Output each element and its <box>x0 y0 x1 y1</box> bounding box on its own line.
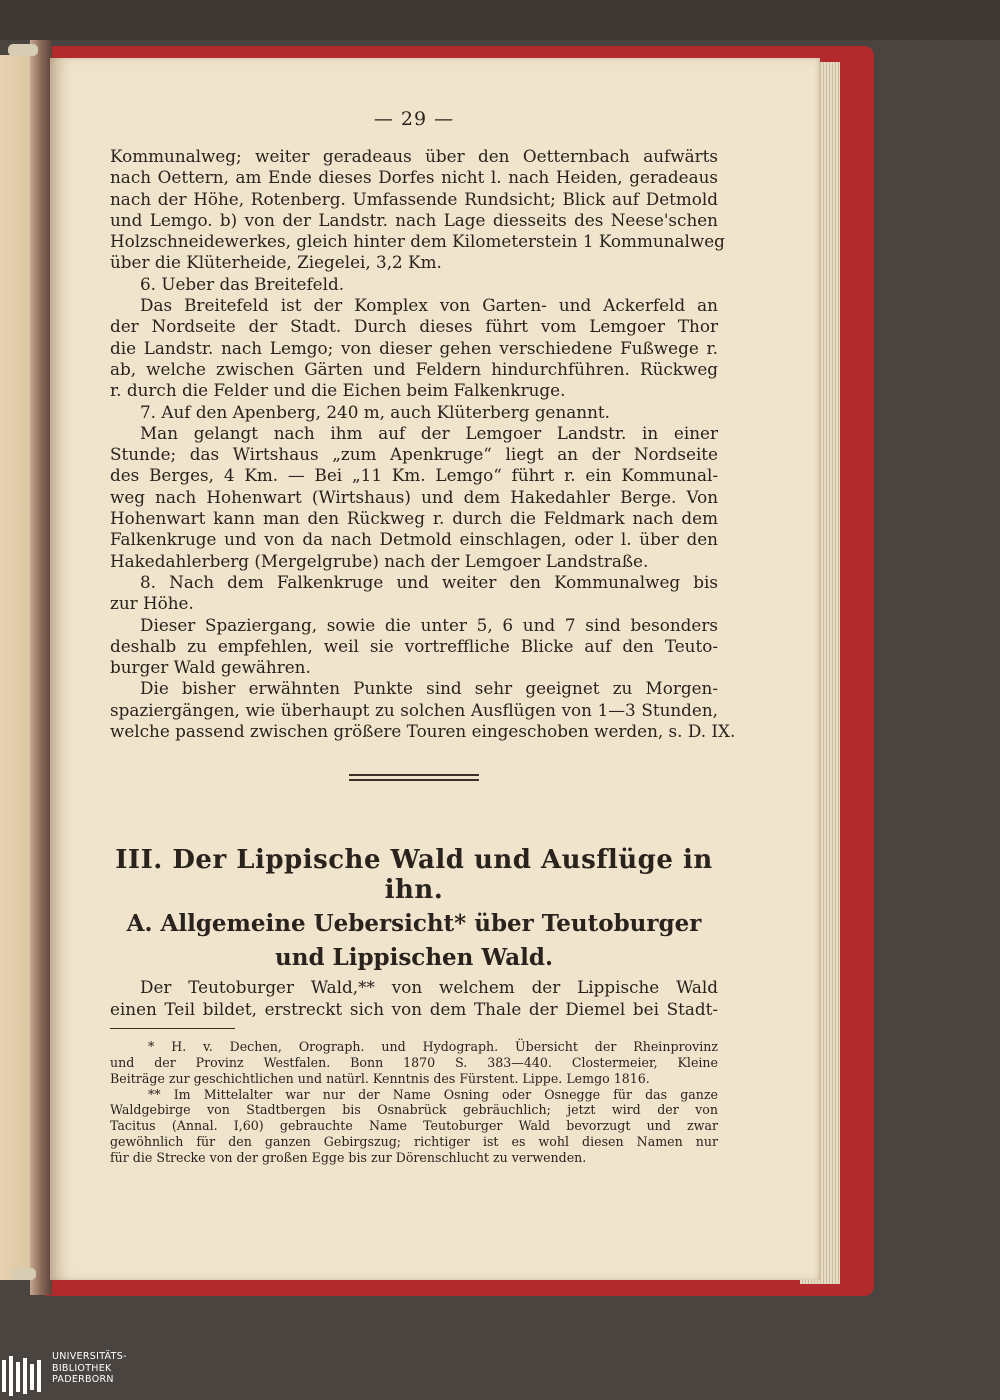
body-text-line: spaziergängen, wie überhaupt zu solchen Ausflügen von 1—3 Stunden, <box>110 699 718 720</box>
body-text-line: deshalb zu empfehlen, weil sie vortreffliche Blicke auf den Teuto- <box>110 635 718 656</box>
body-text-line: Man gelangt nach ihm auf der Lemgoer Landstr. in einer <box>140 422 718 443</box>
logo-line-2: BIBLIOTHEK <box>52 1362 112 1374</box>
footnote-line: für die Strecke von der großen Egge bis zur Dörenschlucht zu verwenden. <box>110 1150 587 1166</box>
body-text-line: Die bisher erwähnten Punkte sind sehr geeignet zu Morgen- <box>140 678 718 699</box>
body-text-line: Falkenkruge und von da nach Detmold einschlagen, oder l. über den <box>110 529 718 550</box>
body-text-line: 8. Nach dem Falkenkruge und weiter den Kommunalweg bis <box>140 571 718 592</box>
page-number: — 29 — <box>373 108 455 130</box>
body-text-line: Hohenwart kann man den Rückweg r. durch die Feldmark nach dem <box>110 508 718 529</box>
bookmark-ribbon-bottom <box>12 1268 36 1280</box>
footnotes <box>110 1039 718 1166</box>
body-text-line: Dieser Spaziergang, sowie die unter 5, 6 und 7 sind besonders <box>140 614 718 635</box>
body-text-line: die Landstr. nach Lemgo; von dieser gehen verschiedene Fußwege r. <box>110 337 718 358</box>
body-text-line: 7. Auf den Apenberg, 240 m, auch Klüterberg genannt. <box>140 401 610 422</box>
footnote-line: ** Im Mittelalter war nur der Name Osning oder Osnegge für das ganze <box>148 1086 718 1102</box>
section-heading-line-2: und Lippischen Wald. <box>275 944 553 972</box>
footnote-rule <box>110 1028 235 1029</box>
body-text-line: nach der Höhe, Rotenberg. Umfassende Rundsicht; Blick auf Detmold <box>110 188 718 209</box>
body-text-line: 6. Ueber das Breitefeld. <box>140 273 345 294</box>
body-text-line: ab, welche zwischen Gärten und Feldern hindurchführen. Rückweg <box>110 358 718 379</box>
library-logo-text <box>52 1351 127 1386</box>
chapter-heading: III. Der Lippische Wald und Ausflüge in ihn. <box>115 845 713 906</box>
footnote-line: und der Provinz Westfalen. Bonn 1870 S. 383—440. Clostermeier, Kleine <box>110 1054 718 1070</box>
body-text-line: Das Breitefeld ist der Komplex von Garten- und Ackerfeld an <box>140 295 718 316</box>
book-spine <box>30 40 52 1295</box>
scan-background-top <box>0 0 1000 40</box>
body-text-line: der Nordseite der Stadt. Durch dieses führt vom Lemgoer Thor <box>110 316 718 337</box>
footnote-line: * H. v. Dechen, Orograph. und Hydograph. Übersicht der Rheinprovinz <box>148 1038 718 1054</box>
body-text-line: Holzschneidewerkes, gleich hinter dem Kilometerstein 1 Kommunalweg <box>110 231 725 252</box>
body-text-line: zur Höhe. <box>110 593 194 614</box>
body-text-line: r. durch die Felder und die Eichen beim Falkenkruge. <box>110 380 566 401</box>
body-text-line: nach Oettern, am Ende dieses Dorfes nicht l. nach Heiden, geradeaus <box>110 167 718 188</box>
book-page <box>50 58 820 1280</box>
body-text-line: Kommunalweg; weiter geradeaus über den Oetternbach aufwärts <box>110 146 718 166</box>
body-text-line: burger Wald gewähren. <box>110 657 311 678</box>
library-logo-icon <box>0 1354 46 1400</box>
body-text-line: welche passend zwischen größere Touren eingeschoben werden, s. D. IX. <box>110 721 736 742</box>
library-logo <box>0 1346 150 1400</box>
body-text-line: über die Klüterheide, Ziegelei, 3,2 Km. <box>110 252 442 273</box>
body-text-line: und Lemgo. b) von der Landstr. nach Lage diesseits des Neese'schen <box>110 209 718 230</box>
section-text <box>110 977 718 1020</box>
footnote-line: Tacitus (Annal. I,60) gebrauchte Name Teutoburger Wald bevorzugt und zwar <box>110 1118 718 1134</box>
logo-line-1: UNIVERSITÄTS- <box>52 1351 127 1362</box>
body-text-line: des Berges, 4 Km. — Bei „11 Km. Lemgo“ führt r. ein Kommunal- <box>110 465 718 486</box>
logo-line-3: PADERBORN <box>52 1374 114 1385</box>
section-heading-line-1: A. Allgemeine Uebersicht* über Teutoburger <box>126 910 702 938</box>
footnote-line: Beiträge zur geschichtlichen und natürl. Kenntnis des Fürstent. Lippe. Lemgo 1816. <box>110 1070 650 1086</box>
body-text-line: weg nach Hohenwart (Wirtshaus) und dem Hakedahler Berge. Von <box>110 486 718 507</box>
page-content <box>110 108 736 1166</box>
bookmark-ribbon-top <box>8 44 38 56</box>
footnote-line: Waldgebirge von Stadtbergen bis Osnabrück gebräuchlich; jetzt wird der von <box>110 1102 718 1118</box>
body-text-line: Stunde; das Wirtshaus „zum Apenkruge“ liegt an der Nordseite <box>110 444 718 465</box>
body-text <box>110 146 736 742</box>
footnote-line: gewöhnlich für den ganzen Gebirgszug; richtiger ist es wohl diesen Namen nur <box>110 1134 718 1150</box>
section-text-line: Der Teutoburger Wald,** von welchem der Lippische Wald <box>140 977 718 998</box>
body-text-line: Hakedahlerberg (Mergelgrube) nach der Lemgoer Landstraße. <box>110 550 649 571</box>
section-text-line: einen Teil bildet, erstreckt sich von dem Thale der Diemel bei Stadt- <box>110 998 718 1019</box>
section-separator <box>349 774 479 781</box>
